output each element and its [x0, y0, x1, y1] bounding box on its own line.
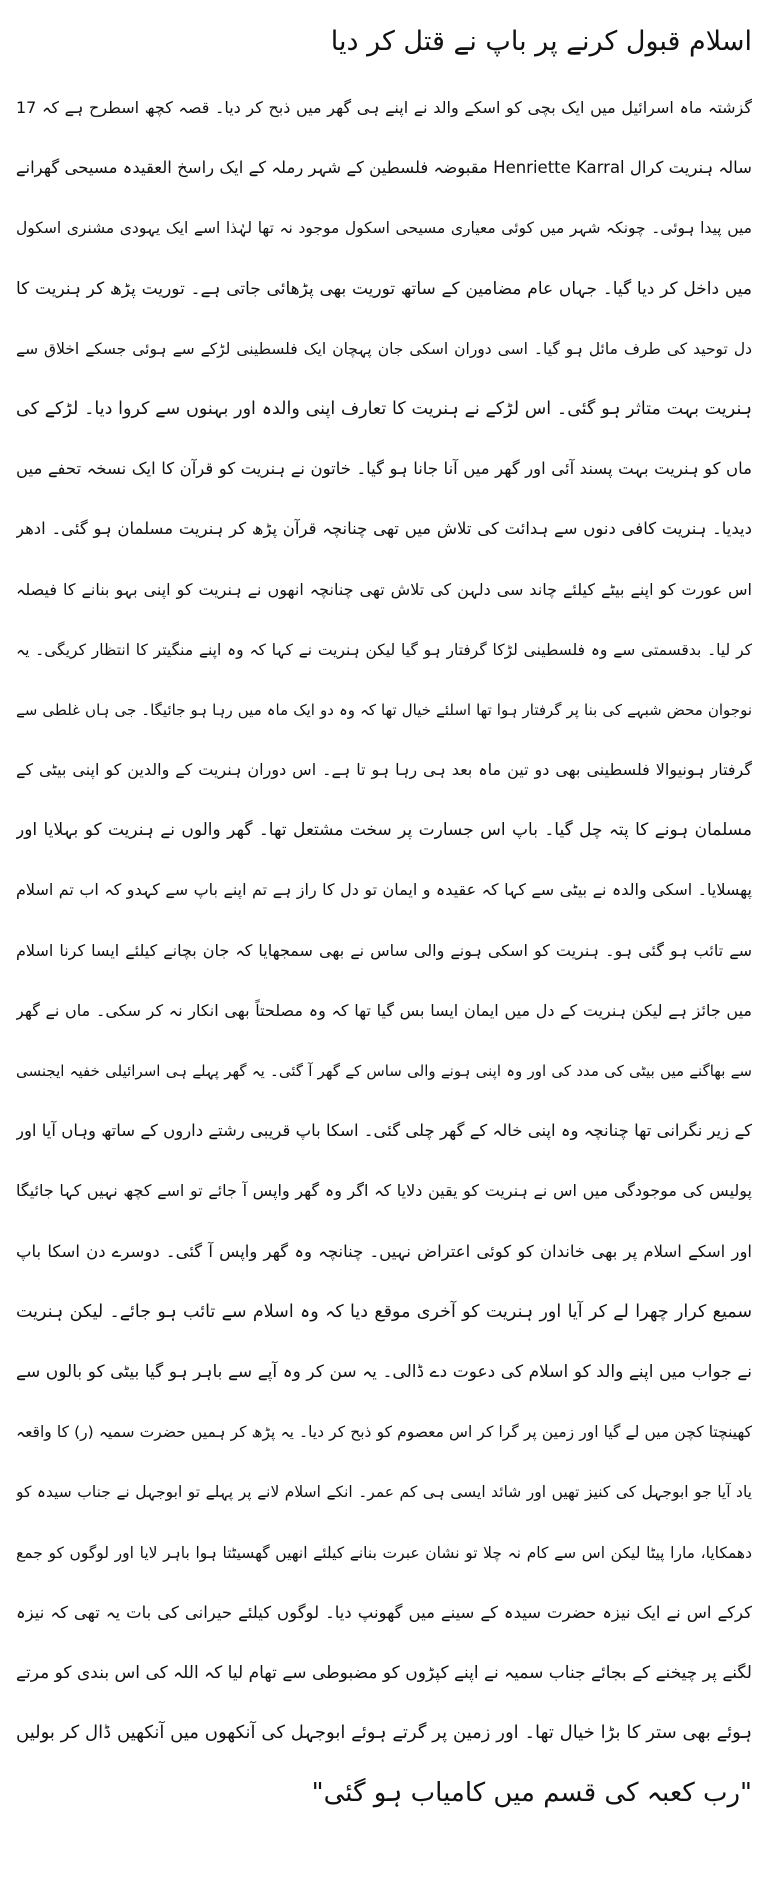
article-line: کرکے اس نے ایک نیزہ حضرت سیدہ کے سینے میں گھونپ دیا۔ لوگوں کیلئے حیرانی کی بات یہ تھی کہ نیزہ: [16, 1602, 752, 1622]
article-line: لگنے پر چیخنے کے بجائے جناب سمیہ نے اپنے کپڑوں کو مضبوطی سے تھام لیا کہ اللہ کی اس بندی کو مرتے: [16, 1662, 752, 1683]
article-line: سالہ ہنریت کرال Henriette Karral مقبوضہ فلسطین کے شہر رملہ کے ایک راسخ العقیدہ مسیحی گھرانے: [16, 158, 752, 178]
article-line: نے جواب میں اپنے والد کو اسلام کی دعوت دے ڈالی۔ یہ سن کر وہ آپے سے باہر ہو گیا بیٹی کو بالوں سے: [16, 1361, 752, 1382]
article-line: گرفتار ہونیوالا فلسطینی بھی دو تین ماہ بعد ہی رہا ہو تا ہے۔ اس دوران ہنریت کے والدین کو اپنی بیٹی کے: [16, 760, 752, 780]
article-title: اسلام قبول کرنے پر باپ نے قتل کر دیا: [330, 26, 752, 57]
article-line: نوجوان محض شبہے کی بنا پر گرفتار ہوا تھا اسلئے خیال تھا کہ وہ دو ایک ماہ میں رہا ہو جائیگا۔ جی ہاں غلطی سے: [16, 700, 752, 719]
article-line: دیدیا۔ ہنریت کافی دنوں سے ہدائت کی تلاش میں تھی چنانچہ قرآن پڑھ کر ہنریت مسلمان ہو گئی۔ ادھر: [16, 519, 752, 539]
article-line: یاد آیا جو ابوجہل کی کنیز تھیں اور شائد ایسی ہی کم عمر۔ انکے اسلام لانے پر پہلے تو ابوجہل نے جناب سیدہ کو: [16, 1483, 752, 1502]
article-line: میں پیدا ہوئی۔ چونکہ شہر میں کوئی معیاری مسیحی اسکول موجود نہ تھا لہٰذا اسے ایک یہودی مشنری اسکول: [16, 219, 752, 238]
article-line: ہنریت بہت متاثر ہو گئی۔ اس لڑکے نے ہنریت کا تعارف اپنی والدہ اور بہنوں سے کروا دیا۔ لڑکے کی: [16, 398, 752, 419]
article-line: میں داخل کر دیا گیا۔ جہاں عام مضامین کے ساتھ توریت بھی پڑھائی جاتی ہے۔ توریت پڑھ کر ہنریت کا: [16, 278, 752, 299]
article-line: میں جائز ہے لیکن ہنریت کے دل میں ایمان ایسا بس گیا تھا کہ وہ مصلحتاً بھی انکار نہ کر سکی۔ ماں نے گھر: [16, 1000, 752, 1020]
article-closing-quote: "رب کعبہ کی قسم میں کامیاب ہو گئی": [311, 1778, 752, 1809]
article-line: ہوئے بھی ستر کا بڑا خیال تھا۔ اور زمین پر گرتے ہوئے ابوجہل کی آنکھوں میں آنکھیں ڈال کر بولیں: [16, 1722, 752, 1744]
article-line: گزشتہ ماہ اسرائیل میں ایک بچی کو اسکے والد نے اپنے ہی گھر میں ذبح کر دیا۔ قصہ کچھ اسطرح ہے کہ 17: [16, 98, 752, 117]
article-line: دھمکایا، مارا پیٹا لیکن اس سے کام نہ چلا تو نشان عبرت بنانے کیلئے انھیں گھسیٹتا ہوا باہر لایا اور لوگوں کو جمع: [16, 1543, 752, 1562]
article-line: ماں کو ہنریت بہت پسند آئی اور گھر میں آنا جانا ہو گیا۔ خاتون نے ہنریت کو قرآن کا ایک نسخہ تحفے میں: [16, 459, 752, 479]
article-line: دل توحید کی طرف مائل ہو گیا۔ اسی دوران اسکی جان پہچان ایک فلسطینی لڑکے سے ہوئی جسکے اخلاق سے: [16, 339, 752, 358]
article-line: کھینچتا کچن میں لے گیا اور زمین پر گرا کر اس معصوم کو ذبح کر دیا۔ یہ پڑھ کر ہمیں حضرت سمیہ (ر) کا واقعہ: [16, 1423, 752, 1442]
article-line: اور اسکے اسلام پر بھی خاندان کو کوئی اعتراض نہیں۔ چنانچہ وہ گھر واپس آ گئی۔ دوسرے دن اسکا باپ: [16, 1241, 752, 1261]
article-body: [16, 78, 752, 1823]
article-line: سے بھاگنے میں بیٹی کی مدد کی اور وہ اپنی ہونے والی ساس کے گھر آ گئی۔ یہ گھر پہلے ہی اسرائیلی خفیہ ایجنسی: [16, 1062, 752, 1080]
article-line: پھسلایا۔ اسکی والدہ نے بیٹی سے کہا کہ عقیدہ و ایمان تو دل کا راز ہے تم اپنے باپ سے کہدو کہ اب تم اسلام: [16, 880, 752, 900]
article-line: مسلمان ہونے کا پتہ چل گیا۔ باپ اس جسارت پر سخت مشتعل تھا۔ گھر والوں نے ہنریت کو بہلایا اور: [16, 820, 752, 841]
article-line: پولیس کی موجودگی میں اس نے ہنریت کو یقین دلایا کہ اگر وہ گھر واپس آ جائے تو اسے کچھ نہیں کہا جائیگا: [16, 1181, 752, 1201]
article-line: اس عورت کو اپنے بیٹے کیلئے چاند سی دلہن کی تلاش تھی چنانچہ انھوں نے ہنریت کو اپنی بہو بنانے کا فیصلہ: [16, 579, 752, 599]
article-line: سے تائب ہو گئی ہو۔ ہنریت کو اسکی ہونے والی ساس نے بھی سمجھایا کہ جان بچانے کیلئے ایسا کرنا اسلام: [16, 940, 752, 960]
article-line: کر لیا۔ بدقسمتی سے وہ فلسطینی لڑکا گرفتار ہو گیا لیکن ہنریت نے کہا کہ وہ اپنے منگیتر کا انتظار کریگی۔ یہ: [16, 640, 752, 659]
article-line: کے زیر نگرانی تھا چنانچہ وہ اپنی خالہ کے گھر چلی گئی۔ اسکا باپ قریبی رشتے داروں کے ساتھ وہاں آیا اور: [16, 1121, 752, 1141]
article-line: سمیع کرار چھرا لے کر آیا اور ہنریت کو آخری موقع دیا کہ وہ اسلام سے تائب ہو جائے۔ لیکن ہنریت: [16, 1301, 752, 1322]
